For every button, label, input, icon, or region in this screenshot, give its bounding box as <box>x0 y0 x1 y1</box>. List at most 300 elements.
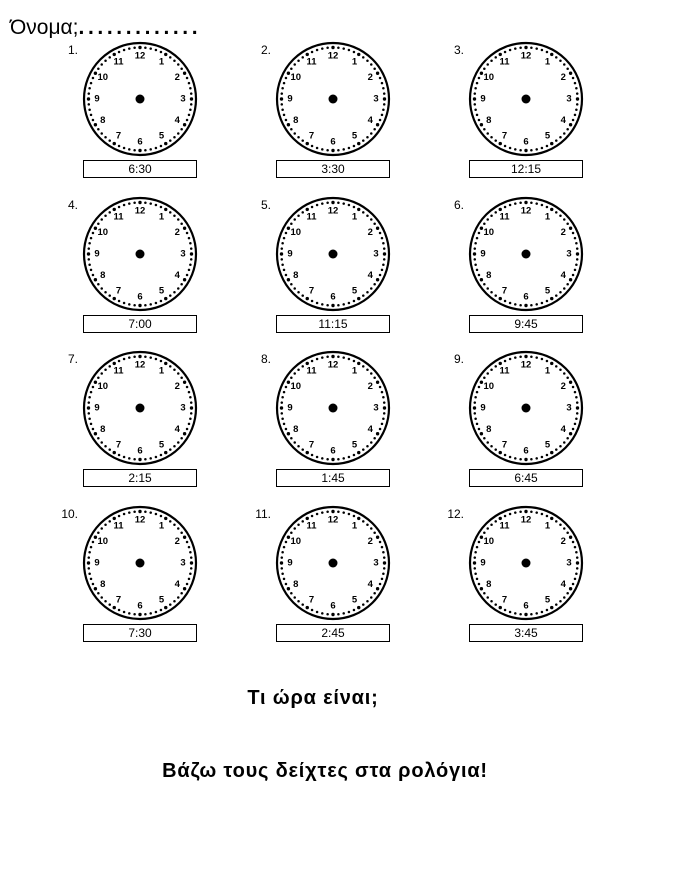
minute-dot <box>478 274 481 277</box>
clock-numeral: 6 <box>523 291 529 303</box>
minute-dot <box>519 458 522 461</box>
clock-numeral: 9 <box>287 93 293 105</box>
minute-dot <box>123 49 126 52</box>
minute-dot <box>173 368 176 371</box>
minute-dot <box>123 611 126 614</box>
minute-dot <box>316 147 319 150</box>
minute-dot <box>383 92 386 95</box>
minute-dot <box>88 258 91 261</box>
minute-dot <box>118 206 121 209</box>
minute-dot <box>474 551 477 554</box>
clock-face <box>81 40 199 158</box>
minute-dot <box>189 263 192 266</box>
minute-dot <box>293 441 296 444</box>
minute-dot <box>382 242 385 245</box>
exercise-number: 5. <box>260 198 271 212</box>
minute-dot <box>555 211 558 214</box>
minute-dot <box>541 611 544 614</box>
minute-dot <box>92 428 95 431</box>
minute-dot <box>474 401 477 404</box>
clock-numeral: 2 <box>560 72 566 83</box>
minute-dot <box>92 77 95 80</box>
minute-dot <box>373 592 376 595</box>
minute-dot <box>476 114 479 117</box>
minute-dot <box>316 302 319 305</box>
minute-dot <box>490 445 493 448</box>
time-box: 3:45 <box>469 624 583 642</box>
minute-dot <box>293 132 296 135</box>
hour-mark <box>524 304 527 307</box>
clock-face <box>467 349 585 467</box>
minute-dot <box>285 386 288 389</box>
minute-dot <box>133 202 136 205</box>
minute-dot <box>575 263 578 266</box>
hour-mark <box>94 123 97 126</box>
minute-dot <box>160 360 163 363</box>
minute-dot <box>173 600 176 603</box>
clock-numeral: 11 <box>499 520 510 532</box>
minute-dot <box>290 222 293 225</box>
minute-dot <box>559 214 562 217</box>
minute-dot <box>189 87 192 90</box>
minute-dot <box>90 237 93 240</box>
center-dot <box>136 95 145 104</box>
minute-dot <box>575 242 578 245</box>
clock-exercise <box>45 194 235 334</box>
minute-dot <box>546 515 549 518</box>
hour-mark <box>376 278 379 281</box>
clock-numeral: 3 <box>180 93 186 105</box>
minute-dot <box>104 291 107 294</box>
clock-numeral: 6 <box>330 445 336 457</box>
minute-dot <box>97 283 100 286</box>
clock-numeral: 6 <box>137 600 143 612</box>
minute-dot <box>190 556 193 559</box>
clock-numeral: 9 <box>287 557 293 569</box>
clock-numeral: 12 <box>134 359 146 371</box>
hour-mark <box>524 613 527 616</box>
minute-dot <box>555 139 558 142</box>
time-box: 11:15 <box>276 315 390 333</box>
minute-dot <box>576 401 579 404</box>
exercise-number: 3. <box>453 43 464 57</box>
minute-dot <box>574 114 577 117</box>
minute-dot <box>575 572 578 575</box>
minute-dot <box>186 541 189 544</box>
minute-dot <box>546 51 549 54</box>
minute-dot <box>383 412 386 415</box>
minute-dot <box>342 148 345 151</box>
minute-dot <box>326 149 329 152</box>
minute-dot <box>370 287 373 290</box>
clock-numeral: 9 <box>480 248 486 260</box>
minute-dot <box>362 520 365 523</box>
clock-numeral: 12 <box>327 514 339 526</box>
time-box: 6:30 <box>83 160 197 178</box>
minute-dot <box>177 287 180 290</box>
hour-mark <box>87 252 90 255</box>
hour-mark <box>550 297 553 300</box>
minute-dot <box>177 441 180 444</box>
hour-mark <box>550 517 553 520</box>
minute-dot <box>379 119 382 122</box>
minute-dot <box>337 304 340 307</box>
minute-dot <box>326 458 329 461</box>
clock-numeral: 12 <box>134 514 146 526</box>
question-heading: Τι ώρα είναι; <box>247 687 379 709</box>
minute-dot <box>572 232 575 235</box>
minute-dot <box>173 523 176 526</box>
minute-dot <box>128 612 131 615</box>
minute-dot <box>566 67 569 70</box>
clock-numeral: 4 <box>367 115 373 126</box>
minute-dot <box>123 358 126 361</box>
minute-dot <box>173 445 176 448</box>
minute-dot <box>353 360 356 363</box>
minute-dot <box>342 457 345 460</box>
minute-dot <box>381 391 384 394</box>
hour-mark <box>550 362 553 365</box>
clock-face <box>81 349 199 467</box>
minute-dot <box>509 204 512 207</box>
minute-dot <box>144 458 147 461</box>
clock-numeral: 6 <box>330 136 336 148</box>
minute-dot <box>381 269 384 272</box>
minute-dot <box>342 511 345 514</box>
minute-dot <box>366 214 369 217</box>
minute-dot <box>474 242 477 245</box>
minute-dot <box>474 412 477 415</box>
center-dot <box>522 559 531 568</box>
minute-dot <box>316 204 319 207</box>
minute-dot <box>519 149 522 152</box>
minute-dot <box>559 136 562 139</box>
minute-dot <box>373 376 376 379</box>
minute-dot <box>97 222 100 225</box>
minute-dot <box>133 149 136 152</box>
minute-dot <box>563 63 566 66</box>
minute-dot <box>283 237 286 240</box>
minute-dot <box>285 541 288 544</box>
minute-dot <box>504 51 507 54</box>
clock-numeral: 12 <box>520 205 532 217</box>
minute-dot <box>546 609 549 612</box>
clock-numeral: 2 <box>174 381 180 392</box>
minute-dot <box>483 128 486 131</box>
minute-dot <box>519 47 522 50</box>
clock-numeral: 1 <box>158 211 165 223</box>
clock-face <box>274 195 392 313</box>
minute-dot <box>353 454 356 457</box>
hour-mark <box>524 510 527 513</box>
minute-dot <box>504 609 507 612</box>
minute-dot <box>297 214 300 217</box>
clock-numeral: 11 <box>113 56 124 68</box>
minute-dot <box>383 103 386 106</box>
minute-dot <box>118 609 121 612</box>
minute-dot <box>514 511 517 514</box>
minute-dot <box>293 527 296 530</box>
minute-dot <box>160 515 163 518</box>
hour-mark <box>190 406 193 409</box>
minute-dot <box>362 603 365 606</box>
minute-dot <box>155 456 158 459</box>
hour-mark <box>524 355 527 358</box>
minute-dot <box>169 294 172 297</box>
minute-dot <box>297 291 300 294</box>
minute-dot <box>311 609 314 612</box>
hour-mark <box>331 304 334 307</box>
minute-dot <box>155 49 158 52</box>
minute-dot <box>362 448 365 451</box>
minute-dot <box>555 603 558 606</box>
minute-dot <box>180 437 183 440</box>
hour-mark <box>473 252 476 255</box>
minute-dot <box>177 132 180 135</box>
hour-mark <box>190 252 193 255</box>
hour-mark <box>306 297 309 300</box>
minute-dot <box>177 596 180 599</box>
clock-numeral: 3 <box>180 402 186 414</box>
minute-dot <box>519 511 522 514</box>
hour-mark <box>473 561 476 564</box>
clock-numeral: 2 <box>560 381 566 392</box>
minute-dot <box>373 531 376 534</box>
clock-numeral: 4 <box>367 579 373 590</box>
minute-dot <box>494 603 497 606</box>
minute-dot <box>541 49 544 52</box>
minute-dot <box>123 147 126 150</box>
minute-dot <box>118 454 121 457</box>
minute-dot <box>104 136 107 139</box>
minute-dot <box>490 368 493 371</box>
minute-dot <box>188 391 191 394</box>
minute-dot <box>366 523 369 526</box>
hour-mark <box>164 451 167 454</box>
clock-numeral: 3 <box>373 402 379 414</box>
hour-mark <box>306 451 309 454</box>
minute-dot <box>514 457 517 460</box>
minute-dot <box>509 147 512 150</box>
minute-dot <box>290 283 293 286</box>
minute-dot <box>311 300 314 303</box>
minute-dot <box>316 49 319 52</box>
minute-dot <box>366 445 369 448</box>
clock-numeral: 11 <box>306 211 317 223</box>
hour-mark <box>287 278 290 281</box>
minute-dot <box>100 287 103 290</box>
clock-numeral: 3 <box>373 557 379 569</box>
minute-dot <box>144 356 147 359</box>
clock-numeral: 6 <box>137 136 143 148</box>
minute-dot <box>535 612 538 615</box>
hour-mark <box>480 123 483 126</box>
minute-dot <box>88 551 91 554</box>
minute-dot <box>566 222 569 225</box>
minute-dot <box>474 263 477 266</box>
minute-dot <box>88 412 91 415</box>
minute-dot <box>514 148 517 151</box>
minute-dot <box>281 396 284 399</box>
minute-dot <box>353 51 356 54</box>
hour-mark <box>524 149 527 152</box>
minute-dot <box>88 103 91 106</box>
minute-dot <box>474 87 477 90</box>
minute-dot <box>535 202 538 205</box>
minute-dot <box>133 511 136 514</box>
minute-dot <box>180 592 183 595</box>
minute-dot <box>133 304 136 307</box>
minute-dot <box>474 247 477 250</box>
minute-dot <box>559 59 562 62</box>
minute-dot <box>149 511 152 514</box>
hour-mark <box>183 381 186 384</box>
clock-numeral: 2 <box>367 227 373 238</box>
clock-numeral: 4 <box>560 424 566 435</box>
minute-dot <box>382 108 385 111</box>
clock-numeral: 10 <box>290 536 302 547</box>
minute-dot <box>97 531 100 534</box>
hour-mark <box>331 355 334 358</box>
hour-mark <box>376 72 379 75</box>
center-dot <box>136 404 145 413</box>
minute-dot <box>149 148 152 151</box>
minute-dot <box>180 67 183 70</box>
minute-dot <box>535 457 538 460</box>
minute-dot <box>316 456 319 459</box>
clock-numeral: 9 <box>480 402 486 414</box>
minute-dot <box>160 300 163 303</box>
minute-dot <box>348 204 351 207</box>
clock-numeral: 8 <box>293 424 299 435</box>
minute-dot <box>486 218 489 221</box>
clock-numeral: 6 <box>137 291 143 303</box>
minute-dot <box>88 401 91 404</box>
hour-mark <box>480 278 483 281</box>
time-box: 9:45 <box>469 315 583 333</box>
clock-numeral: 1 <box>544 365 551 377</box>
hour-mark <box>331 458 334 461</box>
minute-dot <box>173 214 176 217</box>
minute-dot <box>337 511 340 514</box>
hour-mark <box>183 278 186 281</box>
hour-mark <box>376 587 379 590</box>
clock-numeral: 7 <box>308 439 315 451</box>
minute-dot <box>281 92 284 95</box>
minute-dot <box>190 412 193 415</box>
minute-dot <box>149 202 152 205</box>
minute-dot <box>546 206 549 209</box>
clock-numeral: 11 <box>306 520 317 532</box>
hour-mark <box>357 606 360 609</box>
minute-dot <box>104 600 107 603</box>
minute-dot <box>281 258 284 261</box>
hour-mark <box>383 97 386 100</box>
minute-dot <box>144 202 147 205</box>
clock-exercise <box>238 39 428 179</box>
hour-mark <box>524 46 527 49</box>
clock-numeral: 3 <box>180 248 186 260</box>
minute-dot <box>541 456 544 459</box>
hour-mark <box>376 381 379 384</box>
minute-dot <box>144 613 147 616</box>
minute-dot <box>576 103 579 106</box>
time-box: 3:30 <box>276 160 390 178</box>
clock-numeral: 8 <box>293 270 299 281</box>
minute-dot <box>88 572 91 575</box>
minute-dot <box>293 372 296 375</box>
minute-dot <box>490 291 493 294</box>
minute-dot <box>504 515 507 518</box>
clock-numeral: 7 <box>501 439 508 451</box>
minute-dot <box>546 300 549 303</box>
clock-numeral: 5 <box>158 285 165 297</box>
clock-face <box>81 195 199 313</box>
clock-numeral: 1 <box>158 520 165 532</box>
minute-dot <box>574 423 577 426</box>
clock-numeral: 1 <box>544 520 551 532</box>
minute-dot <box>104 445 107 448</box>
minute-dot <box>576 567 579 570</box>
minute-dot <box>379 274 382 277</box>
minute-dot <box>337 202 340 205</box>
minute-dot <box>366 136 369 139</box>
hour-mark <box>94 432 97 435</box>
minute-dot <box>301 365 304 368</box>
minute-dot <box>128 457 131 460</box>
minute-dot <box>88 263 91 266</box>
clock-exercise <box>431 348 621 488</box>
clock-numeral: 2 <box>367 72 373 83</box>
hour-mark <box>569 536 572 539</box>
minute-dot <box>190 103 193 106</box>
minute-dot <box>342 612 345 615</box>
minute-dot <box>381 237 384 240</box>
minute-dot <box>177 63 180 66</box>
clock-numeral: 5 <box>351 130 358 142</box>
minute-dot <box>559 600 562 603</box>
clock-numeral: 10 <box>290 227 302 238</box>
hour-mark <box>569 587 572 590</box>
clock-numeral: 7 <box>115 594 122 606</box>
minute-dot <box>474 572 477 575</box>
minute-dot <box>189 551 192 554</box>
clock-numeral: 6 <box>523 600 529 612</box>
minute-dot <box>118 515 121 518</box>
minute-dot <box>100 132 103 135</box>
clock-numeral: 10 <box>97 227 109 238</box>
minute-dot <box>478 232 481 235</box>
minute-dot <box>535 511 538 514</box>
minute-dot <box>572 119 575 122</box>
minute-dot <box>514 303 517 306</box>
minute-dot <box>535 303 538 306</box>
clock-numeral: 11 <box>306 365 317 377</box>
minute-dot <box>555 520 558 523</box>
minute-dot <box>149 612 152 615</box>
minute-dot <box>281 551 284 554</box>
minute-dot <box>108 139 111 142</box>
minute-dot <box>281 412 284 415</box>
minute-dot <box>353 206 356 209</box>
minute-dot <box>297 59 300 62</box>
minute-dot <box>383 567 386 570</box>
minute-dot <box>373 67 376 70</box>
minute-dot <box>186 583 189 586</box>
minute-dot <box>123 204 126 207</box>
time-box: 7:30 <box>83 624 197 642</box>
clock-numeral: 6 <box>330 291 336 303</box>
